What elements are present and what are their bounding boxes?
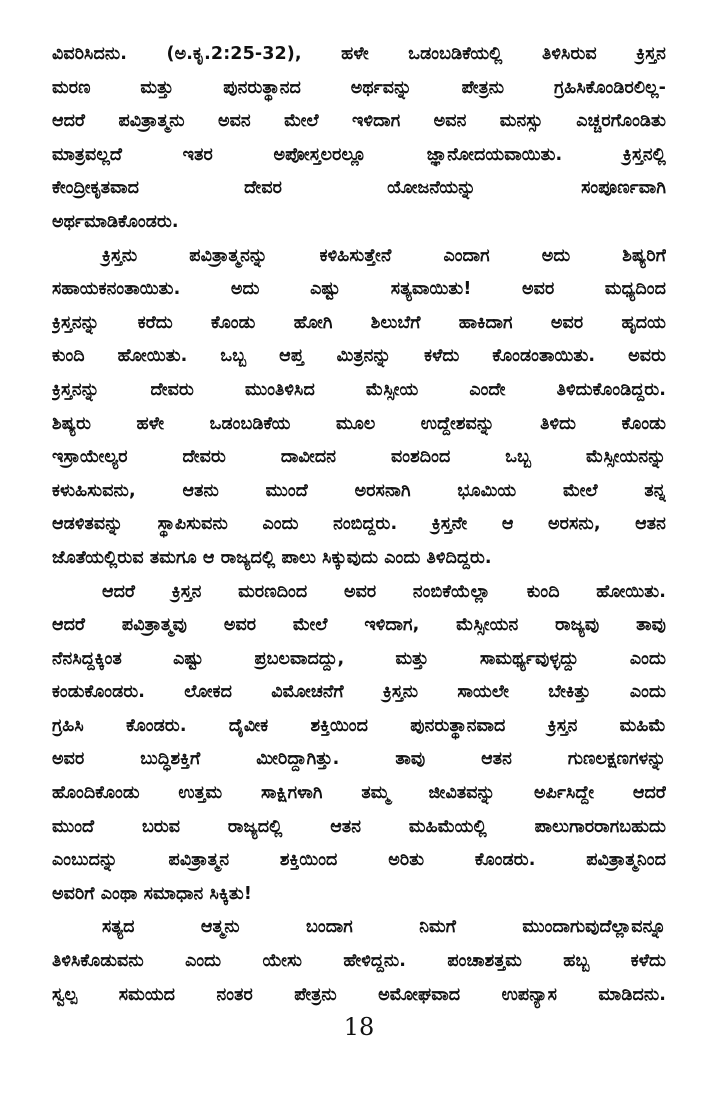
text-line: ಆದರೆ ಪವಿತ್ರಾತ್ಮವು ಅವರ ಮೇಲೆ ಇಳಿದಾಗ, ಮೆಸ್ಸೀಯನ ರಾಜ್ಯವು ತಾವು: [52, 615, 666, 636]
page-number: 18: [343, 1013, 375, 1041]
text-line: ಕ್ರಿಸ್ತನು ಪವಿತ್ರಾತ್ಮನನ್ನು ಕಳಿಹಿಸುತ್ತೇನೆ ಎಂದಾಗ ಅದು ಶಿಷ್ಯರಿಗೆ: [102, 245, 666, 266]
text-line: ಆದರೆ ಪವಿತ್ರಾತ್ಮನು ಅವನ ಮೇಲೆ ಇಳಿದಾಗ ಅವನ ಮನಸ್ಸು ಎಚ್ಚರಗೊಂಡಿತು: [52, 111, 666, 132]
text-line: ಕ್ರಿಸ್ತನನ್ನು ದೇವರು ಮುಂತಿಳಿಸಿದ ಮೆಸ್ಸೀಯ ಎಂದೇ ತಿಳಿದುಕೊಂಡಿದ್ದರು.: [52, 379, 666, 400]
text-line: ಆಡಳಿತವನ್ನು ಸ್ಥಾಪಿಸುವನು ಎಂದು ನಂಬಿದ್ದರು. ಕ್ರಿಸ್ತನೇ ಆ ಅರಸನು, ಆತನ: [52, 514, 666, 535]
text-line: ಮಾತ್ರವಲ್ಲದೆ ಇತರ ಅಪೋಸ್ತಲರಲ್ಲೂ ಜ್ಞಾನೋದಯವಾಯಿತು. ಕ್ರಿಸ್ತನಲ್ಲಿ: [52, 144, 666, 165]
text-line: ಕಳುಹಿಸುವನು, ಆತನು ಮುಂದೆ ಅರಸನಾಗಿ ಭೂಮಿಯ ಮೇಲೆ ತನ್ನ: [52, 480, 666, 501]
text-line: ಹೊಂದಿಕೊಂಡು ಉತ್ತಮ ಸಾಕ್ಷಿಗಳಾಗಿ ತಮ್ಮ ಜೀವಿತವನ್ನು ಅರ್ಪಿಸಿದ್ದೇ ಆದರೆ: [52, 783, 666, 804]
text-line: ಎಂಬುದನ್ನು ಪವಿತ್ರಾತ್ಮನ ಶಕ್ತಿಯಿಂದ ಅರಿತು ಕೊಂಡರು. ಪವಿತ್ರಾತ್ಮನಿಂದ: [52, 850, 666, 871]
text-line: ಶಿಷ್ಯರು ಹಳೇ ಒಡಂಬಡಿಕೆಯ ಮೂಲ ಉದ್ದೇಶವನ್ನು ತಿಳಿದು ಕೊಂಡು: [52, 413, 666, 434]
text-line: ವಿವರಿಸಿದನು. (ಅ.ಕೃ.2:25-32), ಹಳೇ ಒಡಂಬಡಿಕೆಯಲ್ಲಿ ತಿಳಿಸಿರುವ ಕ್ರಿಸ್ತನ: [52, 44, 666, 64]
text-line: ಸ್ವಲ್ಪ ಸಮಯದ ನಂತರ ಪೇತ್ರನು ಅಮೋಘವಾದ ಉಪನ್ಯಾಸ ಮಾಡಿದನು.: [52, 984, 666, 1005]
book-page: [52, 38, 666, 1104]
text-line: ಕುಂದಿ ಹೋಯಿತು. ಒಬ್ಬ ಆಪ್ತ ಮಿತ್ರನನ್ನು ಕಳೆದು ಕೊಂಡಂತಾಯಿತು. ಅವರು: [52, 346, 666, 367]
text-line: ಸತ್ಯದ ಆತ್ಮನು ಬಂದಾಗ ನಿಮಗೆ ಮುಂದಾಗುವುದೆಲ್ಲಾವನ್ನೂ: [102, 917, 666, 938]
paragraph-1: [52, 38, 666, 240]
text-line: ಅವರಿಗೆ ಎಂಥಾ ಸಮಾಧಾನ ಸಿಕ್ಕಿತು!: [52, 883, 252, 904]
paragraph-3: [52, 576, 666, 912]
text-line: ಗ್ರಹಿಸಿ ಕೊಂಡರು. ದೈವೀಕ ಶಕ್ತಿಯಿಂದ ಪುನರುತ್ಥಾನವಾದ ಕ್ರಿಸ್ತನ ಮಹಿಮೆ: [52, 715, 666, 736]
text-line: ಕೇಂದ್ರೀಕೃತವಾದ ದೇವರ ಯೋಜನೆಯನ್ನು ಸಂಪೂರ್ಣವಾಗಿ: [52, 178, 666, 199]
text-line: ಮರಣ ಮತ್ತು ಪುನರುತ್ಥಾನದ ಅರ್ಥವನ್ನು ಪೇತ್ರನು ಗ್ರಹಿಸಿಕೊಂಡಿರಲಿಲ್ಲ-: [52, 77, 666, 98]
paragraph-2: [52, 240, 666, 576]
text-line: ಇಸ್ರಾಯೇಲ್ಯರ ದೇವರು ದಾವೀದನ ವಂಶದಿಂದ ಒಬ್ಬ ಮೆಸ್ಸೀಯನನ್ನು: [52, 447, 666, 468]
text-line: ಕ್ರಿಸ್ತನನ್ನು ಕರೆದು ಕೊಂಡು ಹೋಗಿ ಶಿಲುಬೆಗೆ ಹಾಕಿದಾಗ ಅವರ ಹೃದಯ: [52, 312, 666, 333]
text-line: ಸಹಾಯಕನಂತಾಯಿತು. ಅದು ಎಷ್ಟು ಸತ್ಯವಾಯಿತು! ಅವರ ಮಧ್ಯದಿಂದ: [52, 279, 666, 300]
text-line: ಕಂಡುಕೊಂಡರು. ಲೋಕದ ವಿಮೋಚನೆಗೆ ಕ್ರಿಸ್ತನು ಸಾಯಲೇ ಬೇಕಿತ್ತು ಎಂದು: [52, 682, 666, 703]
text-line: ಅರ್ಥಮಾಡಿಕೊಂಡರು.: [52, 211, 179, 232]
text-line: ಆದರೆ ಕ್ರಿಸ್ತನ ಮರಣದಿಂದ ಅವರ ನಂಬಿಕೆಯೆಲ್ಲಾ ಕುಂದಿ ಹೋಯಿತು.: [102, 581, 666, 602]
text-line: ಅವರ ಬುದ್ಧಿಶಕ್ತಿಗೆ ಮೀರಿದ್ದಾಗಿತ್ತು. ತಾವು ಆತನ ಗುಣಲಕ್ಷಣಗಳನ್ನು: [52, 749, 666, 770]
text-line: ನೆನಸಿದ್ದಕ್ಕಿಂತ ಎಷ್ಟು ಪ್ರಬಲವಾದದ್ದು, ಮತ್ತು ಸಾಮರ್ಥ್ಯವುಳ್ಳದ್ದು ಎಂದು: [52, 648, 666, 669]
text-line: ಜೊತೆಯಲ್ಲಿರುವ ತಮಗೂ ಆ ರಾಜ್ಯದಲ್ಲಿ ಪಾಲು ಸಿಕ್ಕುವುದು ಎಂದು ತಿಳಿದಿದ್ದರು.: [52, 547, 492, 568]
paragraph-4: [52, 911, 666, 1012]
text-line: ಮುಂದೆ ಬರುವ ರಾಜ್ಯದಲ್ಲಿ ಆತನ ಮಹಿಮೆಯಲ್ಲಿ ಪಾಲುಗಾರರಾಗಬಹುದು: [52, 816, 666, 837]
text-line: ತಿಳಿಸಿಕೊಡುವನು ಎಂದು ಯೇಸು ಹೇಳಿದ್ದನು. ಪಂಚಾಶತ್ತಮ ಹಬ್ಬ ಕಳೆದು: [52, 951, 666, 972]
